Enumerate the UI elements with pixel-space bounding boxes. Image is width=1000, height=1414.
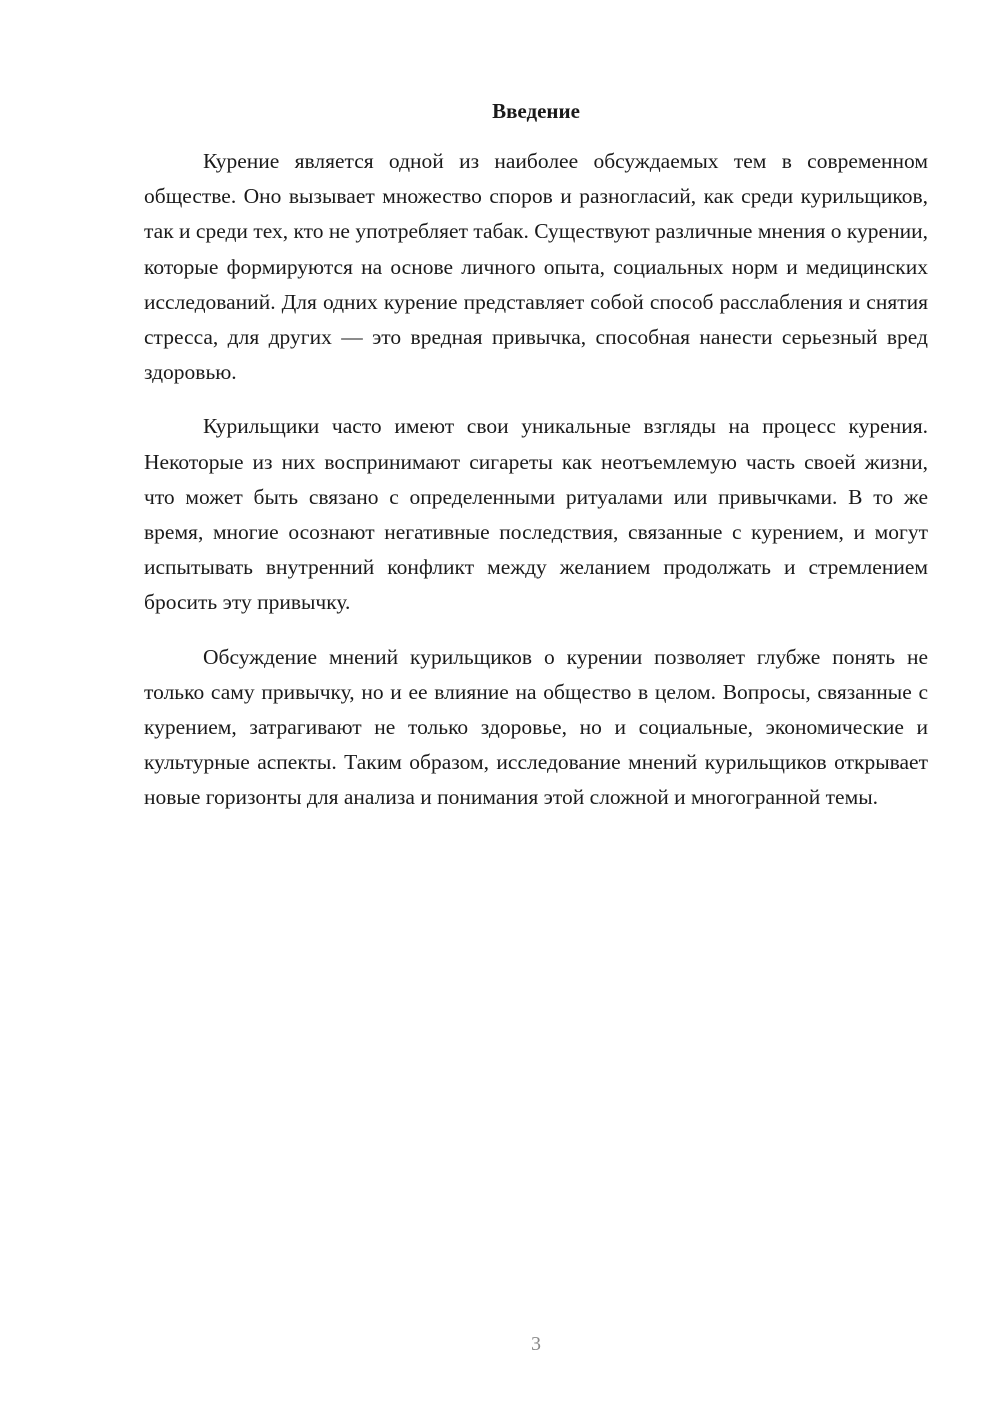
paragraph-3: Обсуждение мнений курильщиков о курении позволяет глубже понять не только саму привычку, но и ее влияние на общество в целом. Вопросы, связанные с курением, затрагивают не только здоровье, но и социальные, экономические и культурные аспекты. Таким образом, исследование мнений курильщиков открывает новые горизонты для анализа и понимания этой сложной и многогранной темы. xyxy=(144,644,928,810)
section-heading: Введение xyxy=(492,99,580,123)
page-number: 3 xyxy=(531,1333,541,1355)
paragraph-1: Курение является одной из наиболее обсуждаемых тем в современном обществе. Оно вызывает множество споров и разногласий, как среди курильщиков, так и среди тех, кто не употребляет табак. Существуют различные мнения о курении, которые формируются на основе личного опыта, социальных норм и медицинских исследований. Для одних курение представляет собой способ расслабления и снятия стресса, для других — это вредная привычка, способная нанести серьезный вред здоровью. xyxy=(144,149,928,385)
paragraph-2: Курильщики часто имеют свои уникальные взгляды на процесс курения. Некоторые из них воспринимают сигареты как неотъемлемую часть своей жизни, что может быть связано с определенными ритуалами или привычками. В то же время, многие осознают негативные последствия, связанные с курением, и могут испытывать внутренний конфликт между желанием продолжать и стремлением бросить эту привычку. xyxy=(144,414,928,615)
page-body xyxy=(144,96,928,835)
